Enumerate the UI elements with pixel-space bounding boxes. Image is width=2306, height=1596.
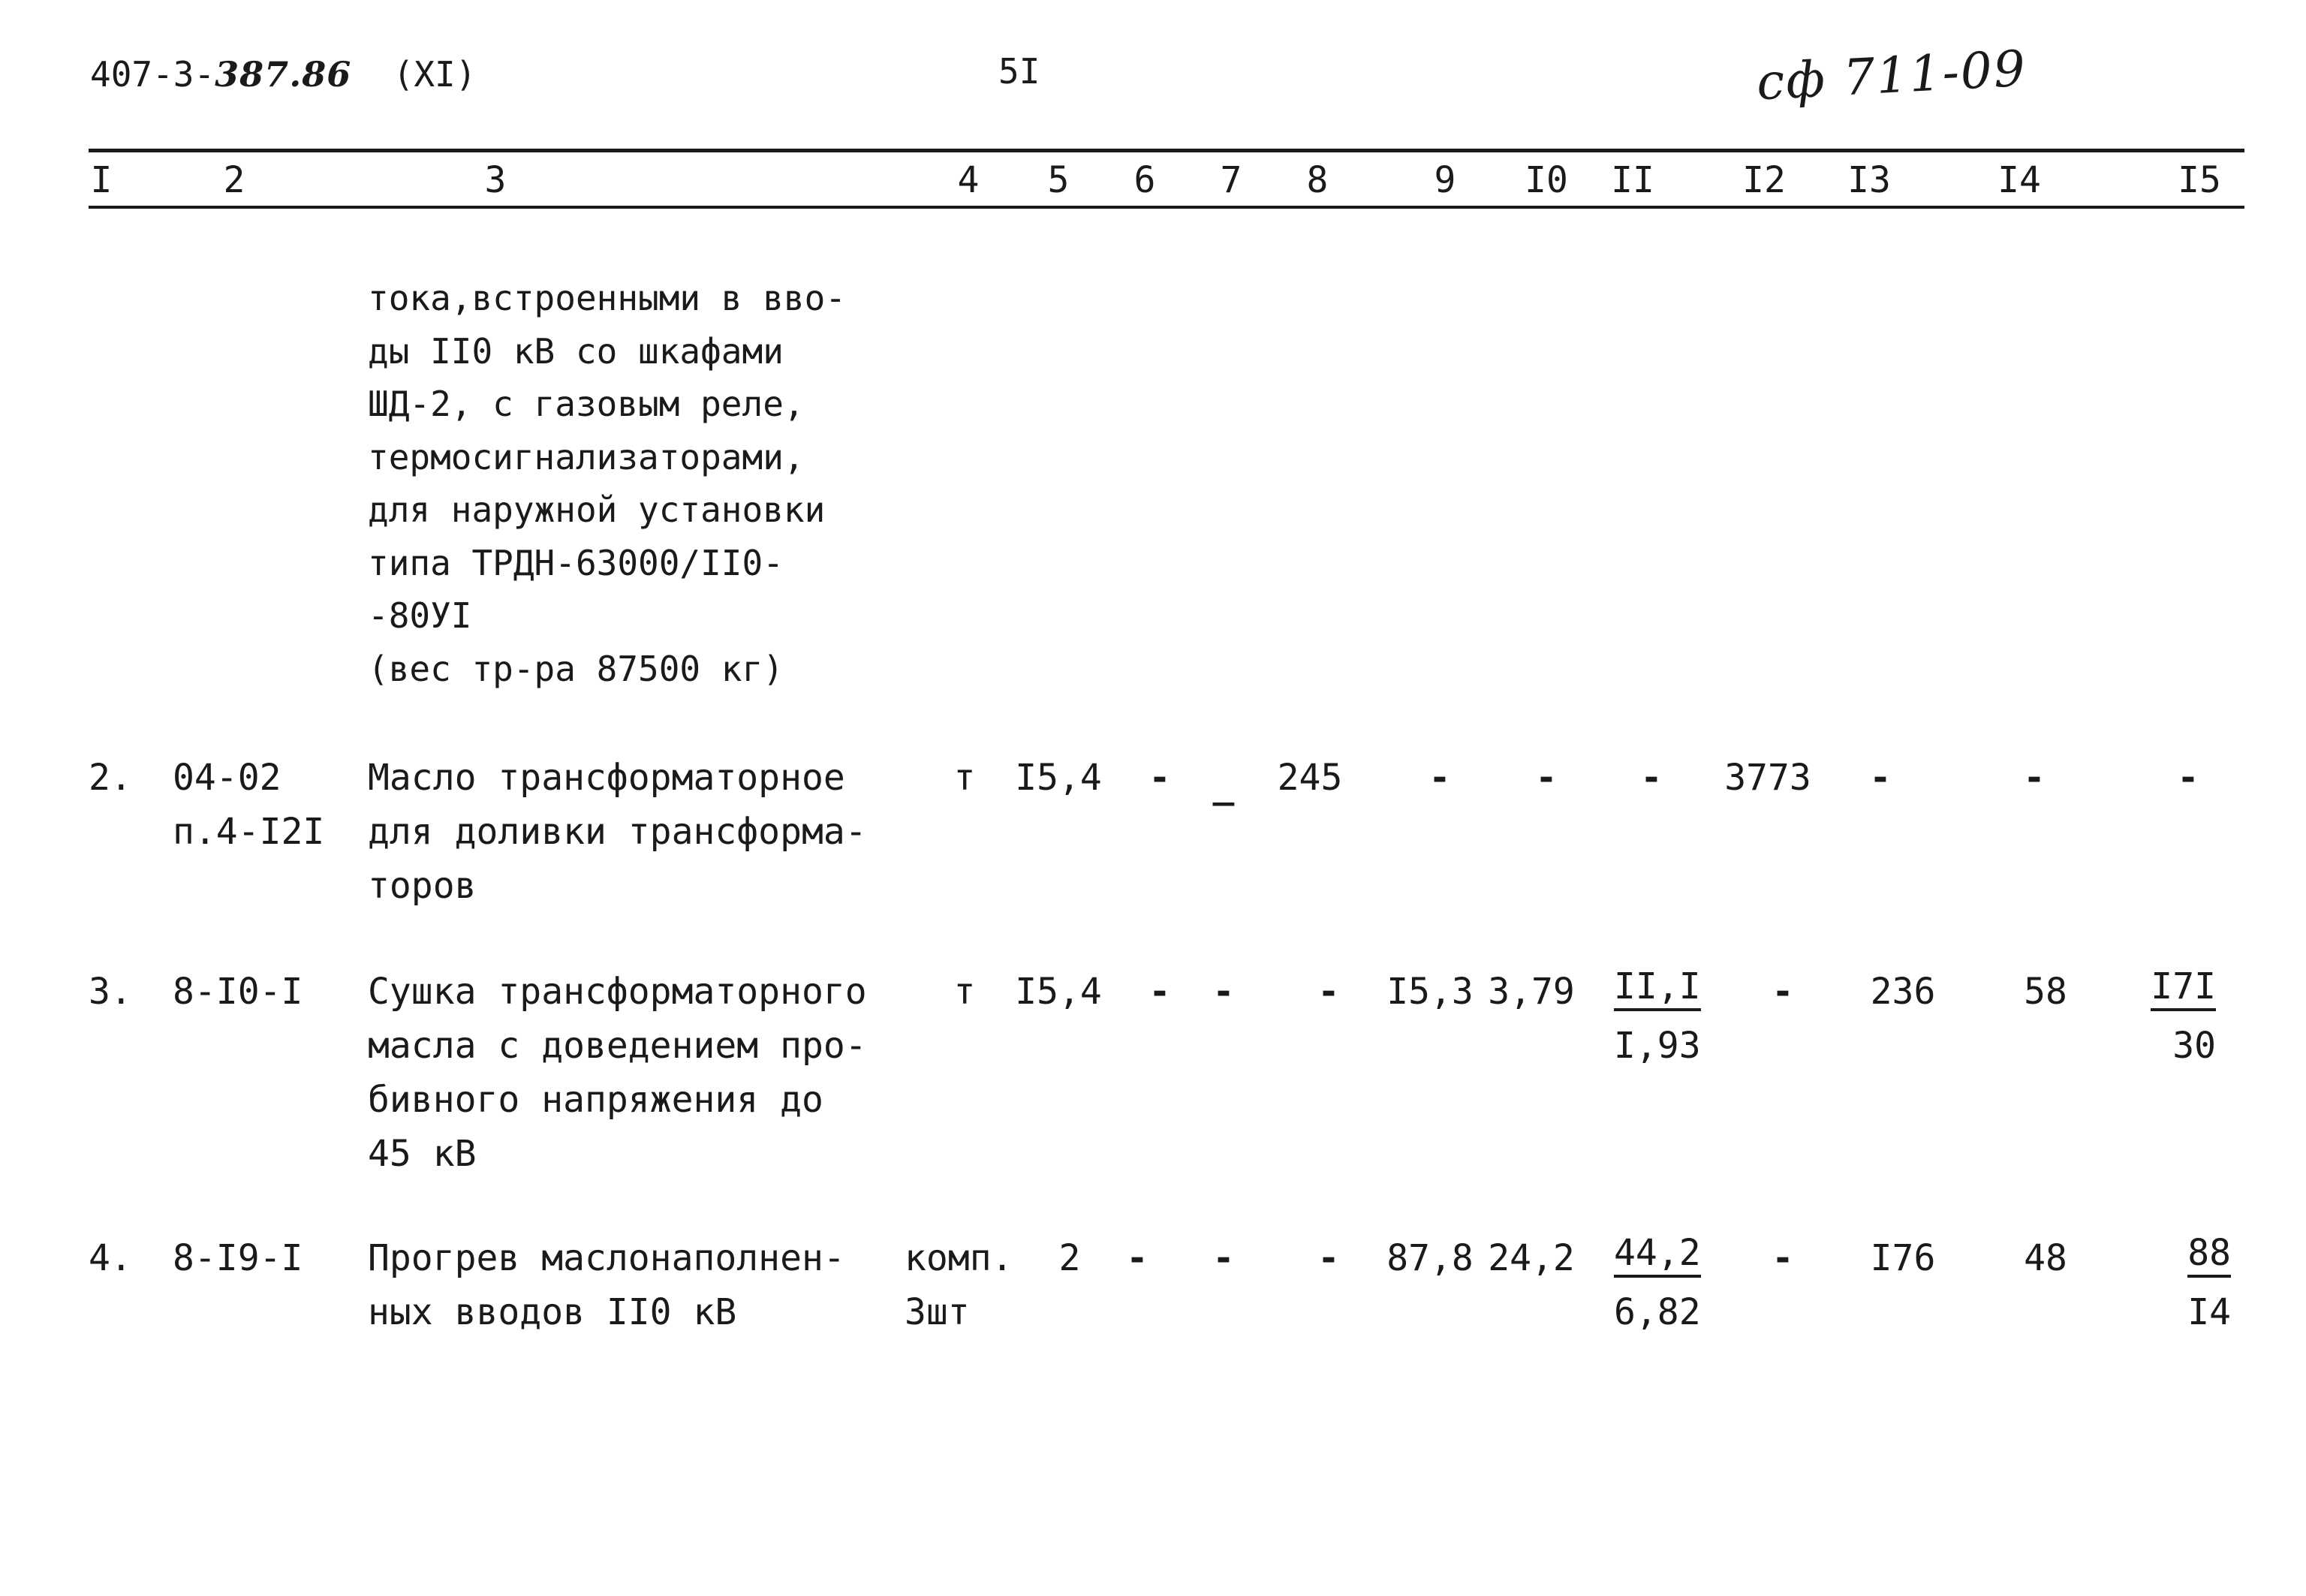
unit	[905, 1231, 1013, 1339]
column-8-value: 245	[1277, 757, 1343, 799]
continued-description	[368, 272, 846, 695]
continued-description-line: (вес тр-ра 87500 кг)	[368, 648, 784, 689]
column-11-bottom: I,93	[1614, 1025, 1701, 1067]
quantity: 2	[1058, 1237, 1081, 1279]
column-number-12: I2	[1742, 159, 1786, 201]
column-number-7: 7	[1220, 159, 1242, 201]
norm-code-line: 8-I9-I	[173, 1237, 303, 1279]
column-number-9: 9	[1434, 159, 1456, 201]
continued-description-line: для наружной установки	[368, 489, 826, 530]
column-number-10: I0	[1525, 159, 1568, 201]
column-14-value: 58	[2024, 971, 2067, 1013]
column-15-top: 88	[2187, 1231, 2231, 1278]
column-number-13: I3	[1847, 159, 1891, 201]
quantity: I5,4	[1015, 757, 1102, 799]
continued-description-line: -80УI	[368, 595, 472, 636]
column-15-value: -	[2177, 757, 2199, 799]
column-9-value: -	[1428, 757, 1451, 799]
document-code-prefix: 407-3-	[90, 54, 215, 95]
norm-code	[173, 751, 324, 859]
column-13-value: -	[1869, 757, 1892, 799]
column-8-value: -	[1317, 971, 1340, 1013]
column-15-top: I7I	[2151, 965, 2216, 1011]
header-rule-top	[89, 149, 2244, 152]
column-11-top: II,I	[1614, 965, 1701, 1011]
continued-description-line: ШД-2, с газовым реле,	[368, 384, 805, 424]
document-code	[90, 54, 476, 95]
row-number: 4.	[89, 1237, 132, 1279]
description-line: торов	[368, 865, 477, 907]
column-15-bottom: 30	[2172, 1025, 2216, 1067]
description-line: 45 кВ	[368, 1133, 477, 1175]
column-13-value: 236	[1870, 971, 1936, 1013]
column-11-bottom: 6,82	[1614, 1291, 1701, 1333]
column-12-value: 3773	[1724, 757, 1811, 799]
column-6-value: -	[1126, 1237, 1148, 1279]
column-7-value: -	[1212, 1237, 1235, 1279]
column-11-value	[1614, 965, 1701, 1073]
column-6-value: -	[1148, 757, 1171, 799]
column-number-8: 8	[1306, 159, 1329, 201]
work-description	[368, 751, 867, 913]
column-number-6: 6	[1133, 159, 1156, 201]
column-number-1: I	[90, 159, 113, 201]
norm-code-line: п.4-I2I	[173, 811, 325, 853]
column-9-value: 87,8	[1386, 1237, 1474, 1279]
column-number-15: I5	[2178, 159, 2221, 201]
document-code-suffix: (XI)	[393, 54, 477, 95]
column-number-5: 5	[1047, 159, 1070, 201]
description-line: Сушка трансформаторного	[368, 971, 867, 1013]
column-15-bottom: I4	[2187, 1291, 2231, 1333]
description-line: масла с доведением про-	[368, 1025, 867, 1067]
continued-description-line: ды II0 кВ со шкафами	[368, 330, 784, 372]
column-15-value	[2133, 965, 2216, 1073]
column-7-value: _	[1212, 764, 1235, 806]
column-10-value: 3,79	[1488, 971, 1575, 1013]
header-rule-bottom	[89, 206, 2244, 209]
row-number: 2.	[89, 757, 132, 799]
row-number: 3.	[89, 971, 132, 1013]
work-description	[368, 965, 867, 1181]
column-6-value: -	[1148, 971, 1171, 1013]
column-12-value: -	[1772, 971, 1794, 1013]
handwritten-reference: сф 711-09	[1755, 39, 2028, 112]
continued-description-line: термосигнализаторами,	[368, 436, 805, 477]
column-13-value: I76	[1870, 1237, 1936, 1279]
description-line: бивного напряжения до	[368, 1079, 823, 1121]
description-line: Масло трансформаторное	[368, 757, 845, 799]
column-number-11: II	[1611, 159, 1654, 201]
column-11-value: -	[1640, 757, 1663, 799]
column-7-value: -	[1212, 971, 1235, 1013]
column-15-value	[2148, 1231, 2231, 1339]
description-line: ных вводов II0 кВ	[368, 1291, 737, 1333]
column-14-value: -	[2023, 757, 2046, 799]
continued-description-line: типа ТРДН-63000/II0-	[368, 542, 784, 583]
column-12-value: -	[1772, 1237, 1794, 1279]
unit: т	[953, 757, 976, 799]
quantity: I5,4	[1015, 971, 1102, 1013]
description-line: для доливки трансформа-	[368, 811, 867, 853]
column-8-value: -	[1317, 1237, 1340, 1279]
column-number-4: 4	[957, 159, 980, 201]
column-number-3: 3	[484, 159, 507, 201]
column-10-value: -	[1535, 757, 1558, 799]
column-11-value	[1614, 1231, 1701, 1339]
column-14-value: 48	[2024, 1237, 2067, 1279]
unit-line: комп.	[905, 1237, 1013, 1279]
column-11-top: 44,2	[1614, 1231, 1701, 1278]
column-number-14: I4	[1997, 159, 2041, 201]
column-9-value: I5,3	[1386, 971, 1474, 1013]
column-number-2: 2	[223, 159, 245, 201]
column-10-value: 24,2	[1488, 1237, 1575, 1279]
document-code-handwritten: 387.86	[215, 54, 352, 95]
unit-line: 3шт	[905, 1291, 970, 1333]
unit: т	[953, 971, 976, 1013]
continued-description-line: тока,встроенными в вво-	[368, 278, 846, 318]
norm-code	[173, 1231, 303, 1285]
description-line: Прогрев маслонаполнен-	[368, 1237, 845, 1279]
page-number: 5I	[998, 51, 1040, 92]
norm-code-line: 8-I0-I	[173, 971, 303, 1013]
norm-code	[173, 965, 303, 1019]
norm-code-line: 04-02	[173, 757, 281, 799]
work-description	[368, 1231, 845, 1339]
